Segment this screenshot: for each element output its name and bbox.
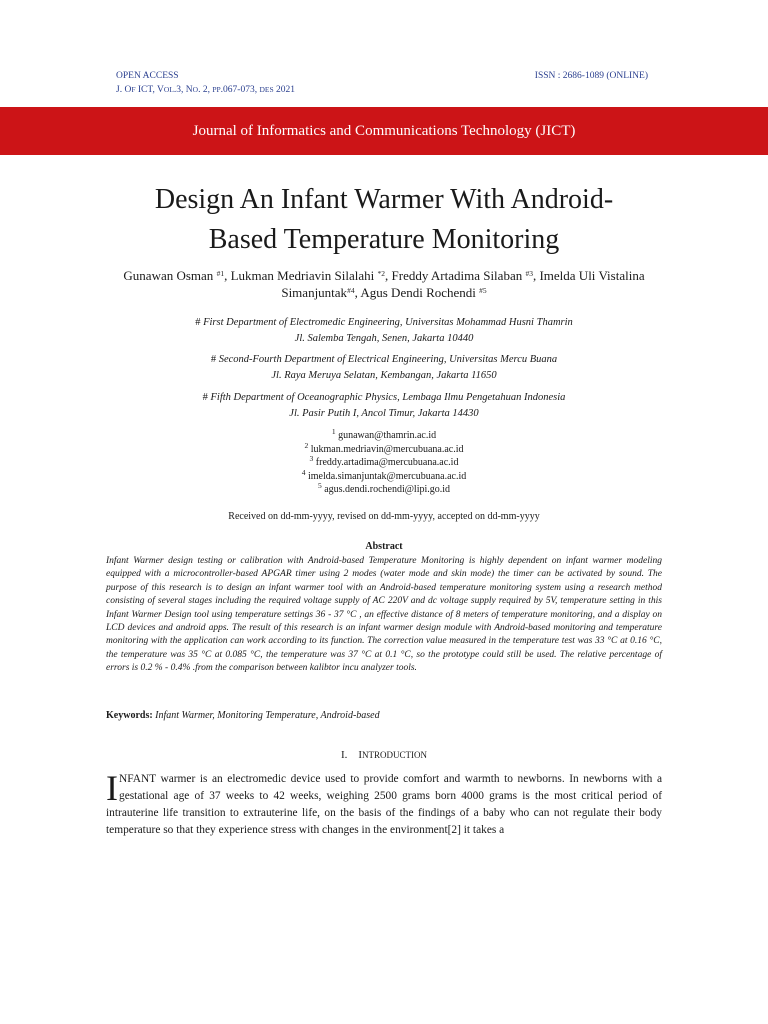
- affiliation-text: Second-Fourth Department of Electrical Engineering, Universitas Mercu Buana: [218, 354, 558, 365]
- author-name: Imelda Uli Vistalina Simanjuntak: [281, 268, 645, 300]
- journal-ref-part: O: [192, 85, 199, 94]
- journal-ref-part: . 2,: [198, 85, 213, 95]
- journal-name: Journal of Informatics and Communications Technology (JICT): [192, 122, 576, 139]
- paper-title: [90, 180, 678, 260]
- author-mark: #5: [479, 286, 487, 296]
- journal-banner: [0, 107, 768, 155]
- email-number: 1: [331, 427, 336, 437]
- affiliation-mark: #: [202, 392, 211, 403]
- email-number: 5: [317, 481, 322, 491]
- affiliation-text: First Department of Electromedic Engineering, Universitas Mohammad Husni Thamrin: [203, 317, 573, 328]
- received-dates: Received on dd-mm-yyyy, revised on dd-mm-yyyy, accepted on dd-mm-yyyy: [228, 511, 540, 522]
- affiliation-line: [110, 315, 658, 331]
- drop-cap: I: [106, 768, 118, 808]
- affiliation-line: Jl. Salemba Tengah, Senen, Jakarta 10440: [294, 332, 474, 344]
- affiliation-mark: #: [210, 354, 219, 365]
- email-link[interactable]: gunawan@thamrin.ac.id: [338, 430, 437, 441]
- keywords-text: Infant Warmer, Monitoring Temperature, Android-based: [152, 710, 380, 721]
- email-item: [110, 483, 658, 497]
- section-heading: [106, 749, 662, 761]
- email-number: 3: [309, 454, 314, 464]
- affiliation-line: [110, 352, 658, 368]
- abstract-heading: Abstract: [365, 541, 403, 552]
- email-item: [110, 467, 658, 484]
- journal-ref-part: F: [131, 85, 136, 94]
- author-mark: #4: [347, 286, 355, 296]
- author-sep: ,: [532, 268, 540, 283]
- author: [231, 268, 392, 283]
- email-number: 4: [301, 467, 306, 477]
- section-title: NTRODUCTION: [362, 750, 428, 760]
- title-line: Design An Infant Warmer With Android-: [154, 184, 614, 215]
- journal-ref-part: J. O: [116, 85, 132, 95]
- section-title: I: [358, 749, 363, 761]
- affiliation-line: Jl. Raya Meruya Selatan, Kembangan, Jakarta 11650: [271, 369, 497, 381]
- title-line: Based Temperature Monitoring: [208, 224, 560, 255]
- keywords-label: Keywords:: [106, 710, 153, 721]
- author-mark: *2: [377, 269, 386, 279]
- email-list: [110, 429, 658, 497]
- affiliation-line: Jl. Pasir Putih I, Ancol Timur, Jakarta 14430: [289, 407, 479, 419]
- journal-ref-part: .3, N: [173, 85, 193, 95]
- email-item: [110, 429, 658, 443]
- author: [392, 268, 540, 283]
- author-mark: #3: [525, 269, 533, 279]
- email-link[interactable]: lukman.medriavin@mercubuana.ac.id: [310, 443, 464, 455]
- author-name: Agus Dendi Rochendi: [360, 285, 480, 300]
- section-number: I.: [340, 749, 348, 761]
- email-link[interactable]: agus.dendi.rochendi@lipi.go.id: [324, 484, 451, 495]
- affiliation: [110, 390, 658, 421]
- email-item: [110, 440, 658, 457]
- author: [123, 268, 230, 283]
- author-mark: #1: [216, 269, 225, 279]
- email-link[interactable]: imelda.simanjuntak@mercubuana.ac.id: [307, 470, 467, 482]
- journal-header-left: [116, 70, 295, 97]
- journal-reference: [116, 83, 295, 97]
- open-access-label: OPEN ACCESS: [116, 71, 179, 81]
- issn-label: ISSN : 2686-1089 (ONLINE): [534, 71, 648, 81]
- introduction-paragraph: [106, 768, 662, 839]
- journal-ref-part: 2021: [273, 85, 296, 95]
- abstract-text: Infant Warmer design testing or calibration with Android-based Temperature Monitoring is highly dependent on infant warmer modeling equipped with a microcontroller-based APGAR timer using 2 modes (water mode and skin mode) the timer can be activated by sound. The purpose of this research is to design an infant warmer tool with an Android-based temperature monitoring system using a research method consisting of several stages including the required voltage supply of AC 220V and dc voltage supply required by 5V, temperature setting in this Infant Warmer Design tool using temperature settings 36 - 37 °C , an effective distance of 8 meters of temperature monitoring, and a display on LCD devices and android apps. The result of this research is an infant warmer design module with Android-based monitoring and temperature monitoring with the application can work according to its function. The correction value measured in the temperature test was 33 °C at 0.16 °C, the temperature was 35 °C at 0.085 °C, the temperature was 37 °C at 0.1 °C, so the prototype could still be used. The relative percentage of errors is 0.2 % - 0.4% .from the comparison between kalibtor incu analyzer tools.: [106, 556, 662, 674]
- author-name: Lukman Medriavin Silalahi: [230, 268, 378, 283]
- journal-ref-part: OL: [163, 85, 174, 94]
- affiliation: [110, 352, 658, 383]
- author-list: [110, 267, 658, 301]
- author-sep: ,: [385, 268, 392, 283]
- journal-ref-part: DES: [259, 85, 274, 94]
- email-item: [110, 456, 658, 470]
- email-link[interactable]: freddy.artadima@mercubuana.ac.id: [315, 457, 459, 468]
- journal-ref-part: .067-073,: [220, 85, 260, 95]
- first-word: NFANT: [119, 773, 156, 785]
- author-name: Freddy Artadima Silaban: [391, 268, 526, 283]
- journal-ref-part: PP: [212, 85, 221, 94]
- author: [360, 285, 486, 300]
- author-sep: ,: [224, 268, 231, 283]
- intro-text: warmer is an electromedic device used to provide comfort and warmth to newborns. In newborns with a gestational age of 37 weeks to 42 weeks, weighing 2500 grams born 4000 grams is the most critical period of intrauterine life transition to extrauterine life, on the basis of the findings of a baby who can not regulate their body temperature so that they experience stress with changes in the environment[2] it takes a: [106, 773, 662, 836]
- author-sep: ,: [354, 285, 361, 300]
- affiliation-text: Fifth Department of Oceanographic Physics, Lembaga Ilmu Pengetahuan Indonesia: [210, 392, 566, 403]
- affiliation: [110, 315, 658, 346]
- affiliation-line: [110, 390, 658, 406]
- journal-ref-part: ICT, V: [135, 85, 164, 95]
- affiliation-mark: #: [195, 317, 204, 328]
- keywords: [106, 710, 662, 721]
- author-name: Gunawan Osman: [123, 268, 217, 283]
- email-number: 2: [304, 440, 309, 450]
